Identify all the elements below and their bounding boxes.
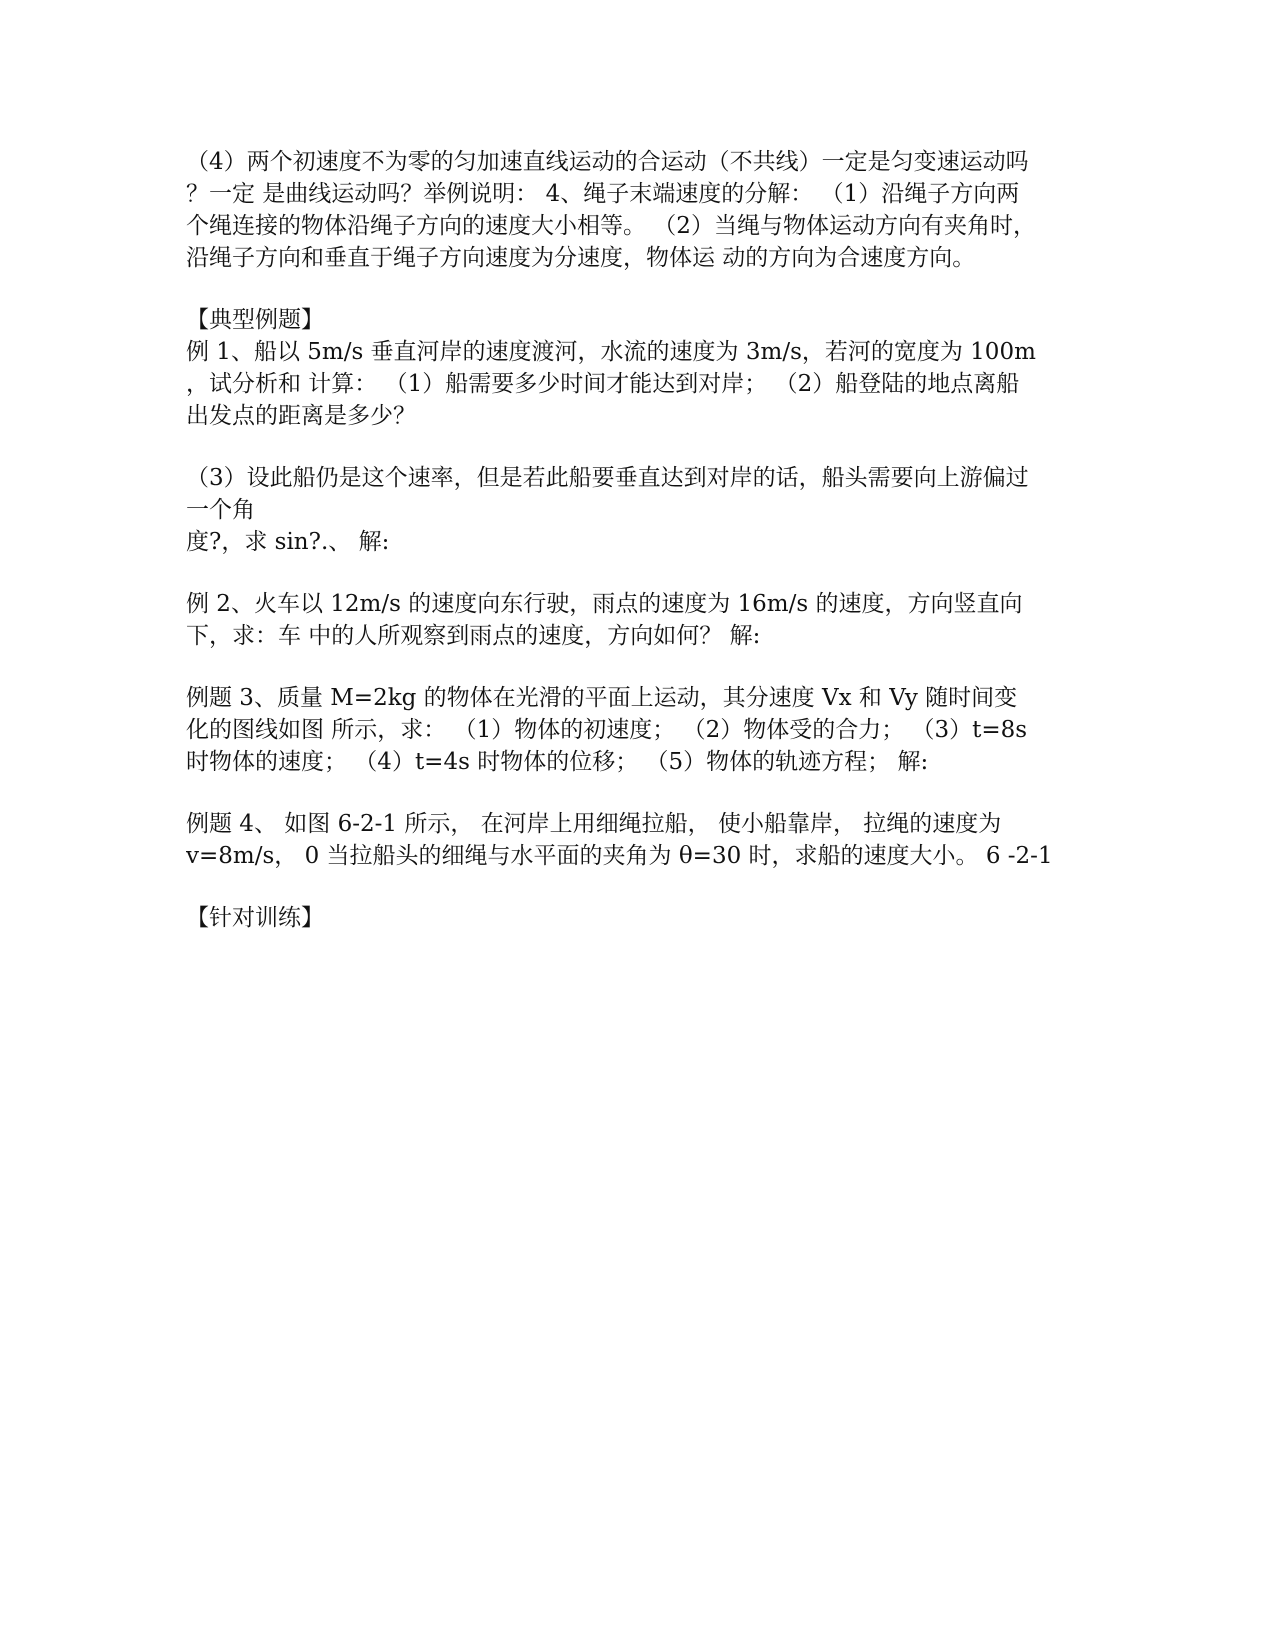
example-4-line: v=8m/s， 0 当拉船头的细绳与水平面的夹角为 θ=30 时，求船的速度大小。 6 -2-1: [186, 843, 1053, 869]
example-4-line: 例题 4、 如图 6-2-1 所示， 在河岸上用细绳拉船， 使小船靠岸， 拉绳的速度为: [186, 811, 1002, 837]
example-4: [186, 808, 1086, 872]
intro-line: 个绳连接的物体沿绳子方向的速度大小相等。 （2）当绳与物体运动方向有夹角时，: [186, 213, 1036, 239]
section-heading-training: 【针对训练】: [186, 905, 324, 931]
example-1-part-3-line: （3）设此船仍是这个速率，但是若此船要垂直达到对岸的话，船头需要向上游偏过: [186, 465, 1029, 491]
paragraph-spacer: [186, 274, 1086, 304]
paragraph-spacer: [186, 652, 1086, 682]
example-1-line: 例 1、船以 5m/s 垂直河岸的速度渡河，水流的速度为 3m/s，若河的宽度为 100m: [186, 339, 1036, 365]
intro-paragraph: [186, 146, 1086, 274]
example-3-line: 化的图线如图 所示，求： （1）物体的初速度； （2）物体受的合力； （3）t=8s: [186, 717, 1028, 743]
example-1: [186, 336, 1086, 432]
example-1-part-3: [186, 462, 1086, 558]
paragraph-spacer: [186, 558, 1086, 588]
example-1-part-3-line: 一个角: [186, 497, 255, 523]
intro-line: ？一定 是曲线运动吗？举例说明： 4、绳子末端速度的分解： （1）沿绳子方向两: [186, 181, 1020, 207]
example-3-line: 时物体的速度； （4）t=4s 时物体的位移； （5）物体的轨迹方程； 解:: [186, 749, 929, 775]
example-2-line: 下，求：车 中的人所观察到雨点的速度，方向如何？ 解:: [186, 623, 761, 649]
paragraph-spacer: [186, 432, 1086, 462]
example-1-part-3-line: 度?，求 sin?.、 解:: [186, 529, 390, 555]
example-3-line: 例题 3、质量 M=2kg 的物体在光滑的平面上运动，其分速度 Vx 和 Vy 随时间变: [186, 685, 1018, 711]
example-1-line: 出发点的距离是多少？: [186, 403, 416, 429]
paragraph-spacer: [186, 778, 1086, 808]
example-2-line: 例 2、火车以 12m/s 的速度向东行驶，雨点的速度为 16m/s 的速度，方向竖直向: [186, 591, 1023, 617]
section-heading-examples: 【典型例题】: [186, 307, 324, 333]
paragraph-spacer: [186, 872, 1086, 902]
example-1-line: ，试分析和 计算： （1）船需要多少时间才能达到对岸； （2）船登陆的地点离船: [186, 371, 1020, 397]
page-content: [186, 146, 1086, 934]
example-2: [186, 588, 1086, 652]
intro-line: 沿绳子方向和垂直于绳子方向速度为分速度，物体运 动的方向为合速度方向。: [186, 245, 976, 271]
example-3: [186, 682, 1086, 778]
intro-line: （4）两个初速度不为零的匀加速直线运动的合运动（不共线）一定是匀变速运动吗: [186, 149, 1029, 175]
